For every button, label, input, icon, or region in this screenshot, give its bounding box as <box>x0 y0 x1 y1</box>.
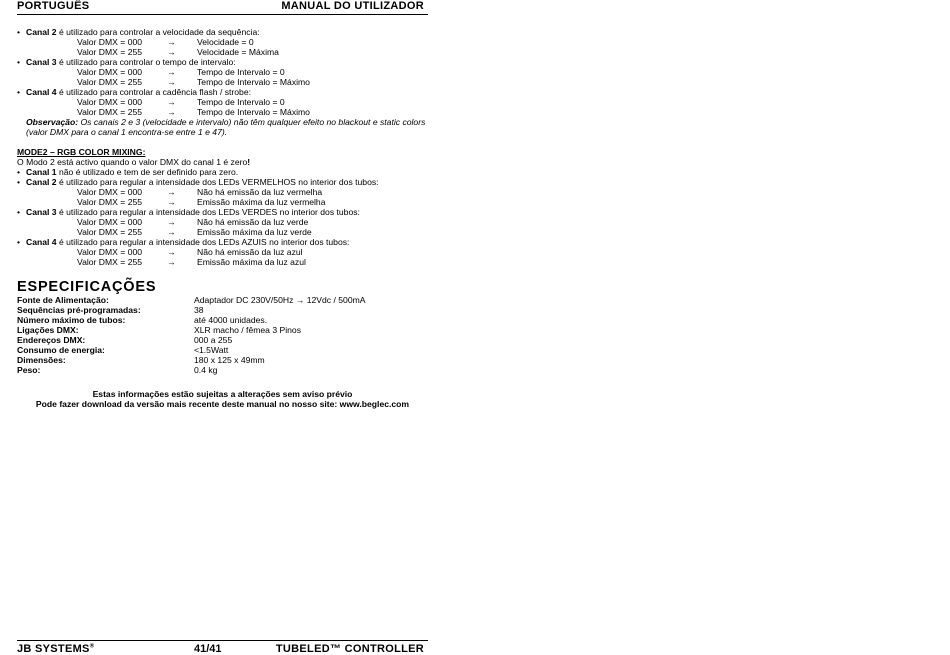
specifications-title: ESPECIFICAÇÕES <box>17 279 157 295</box>
mode2-channel-list <box>17 177 437 267</box>
dmx-effect: Tempo de Intervalo = Máximo <box>197 77 310 87</box>
observation-text: Os canais 2 e 3 (velocidade e intervalo) não têm qualquer efeito no blackout e static colors <box>78 117 426 127</box>
dmx-value: Valor DMX = 255 <box>77 107 143 117</box>
channel-text: é utilizado para controlar o tempo de intervalo: <box>56 57 236 67</box>
channel-text: é utilizado para regular a intensidade dos LEDs VERMELHOS no interior dos tubos: <box>56 177 379 187</box>
spec-row <box>17 305 437 315</box>
arrow-icon: → <box>167 247 176 257</box>
page-content <box>17 27 437 409</box>
spec-label: Endereços DMX: <box>17 335 86 345</box>
spec-value: <1.5Watt <box>194 345 229 355</box>
channel-label: Canal 3 <box>26 57 57 67</box>
spec-row <box>17 355 437 365</box>
mode2-intro <box>17 157 437 167</box>
dmx-value-row <box>17 37 437 47</box>
bullet: • <box>17 167 21 177</box>
dmx-value-row <box>17 257 437 267</box>
mode1-channel-list <box>17 27 437 117</box>
bullet: • <box>17 57 21 67</box>
bullet: • <box>17 177 21 187</box>
arrow-icon: → <box>167 257 176 267</box>
dmx-value-row <box>17 217 437 227</box>
arrow-icon: → <box>167 47 176 57</box>
dmx-value: Valor DMX = 000 <box>77 37 143 47</box>
spec-row <box>17 335 437 345</box>
channel-text: é utilizado para controlar a velocidade da sequência: <box>56 27 260 37</box>
spec-row <box>17 365 437 375</box>
dmx-effect: Emissão máxima da luz vermelha <box>197 197 326 207</box>
channel-line <box>17 177 437 187</box>
dmx-effect: Não há emissão da luz vermelha <box>197 187 323 197</box>
dmx-value: Valor DMX = 000 <box>77 217 143 227</box>
arrow-icon: → <box>167 97 176 107</box>
channel-text: não é utilizado e tem de ser definido para zero. <box>56 167 239 177</box>
mode2-title: MODE2 – RGB COLOR MIXING: <box>17 147 146 157</box>
dmx-value: Valor DMX = 255 <box>77 47 143 57</box>
dmx-value: Valor DMX = 000 <box>77 247 143 257</box>
channel-line <box>17 57 437 67</box>
channel-line <box>17 27 437 37</box>
arrow-icon: → <box>167 197 176 207</box>
bullet: • <box>17 87 21 97</box>
channel-line <box>17 87 437 97</box>
dmx-effect: Tempo de Intervalo = 0 <box>197 67 285 77</box>
dmx-value: Valor DMX = 255 <box>77 77 143 87</box>
spec-label: Peso: <box>17 365 41 375</box>
dmx-value: Valor DMX = 000 <box>77 187 143 197</box>
channel-label: Canal 3 <box>26 207 57 217</box>
spec-value: 0.4 kg <box>194 365 218 375</box>
spec-value: 000 a 255 <box>194 335 233 345</box>
dmx-value-row <box>17 247 437 257</box>
notice-line-1: Estas informações estão sujeitas a alterações sem aviso prévio <box>92 389 353 399</box>
header-language: PORTUGUÊS <box>17 0 90 12</box>
spec-label: Número máximo de tubos: <box>17 315 126 325</box>
dmx-value: Valor DMX = 255 <box>77 197 143 207</box>
spec-label: Ligações DMX: <box>17 325 79 335</box>
specifications-table <box>17 295 437 375</box>
dmx-effect: Não há emissão da luz azul <box>197 247 303 257</box>
spec-value: 180 x 125 x 49mm <box>194 355 265 365</box>
channel-label: Canal 2 <box>26 27 57 37</box>
spec-label: Sequências pré-programadas: <box>17 305 141 315</box>
dmx-effect: Não há emissão da luz verde <box>197 217 309 227</box>
footer-product: TUBELED™ CONTROLLER <box>275 643 424 655</box>
dmx-value-row <box>17 197 437 207</box>
channel-label: Canal 4 <box>26 237 57 247</box>
mode2-intro-end: ! <box>247 157 251 167</box>
dmx-effect: Emissão máxima da luz verde <box>197 227 312 237</box>
spec-value: 38 <box>194 305 204 315</box>
dmx-value: Valor DMX = 000 <box>77 67 143 77</box>
spec-value: XLR macho / fêmea 3 Pinos <box>194 325 301 335</box>
mode2-channel1-line <box>17 167 437 177</box>
bullet: • <box>17 207 21 217</box>
spec-label: Dimensões: <box>17 355 66 365</box>
arrow-icon: → <box>167 107 176 117</box>
dmx-value: Valor DMX = 255 <box>77 227 143 237</box>
dmx-value-row <box>17 77 437 87</box>
spec-row <box>17 315 437 325</box>
dmx-value-row <box>17 47 437 57</box>
dmx-effect: Velocidade = Máxima <box>197 47 279 57</box>
footer-brand <box>17 643 94 655</box>
page-footer <box>17 640 428 655</box>
spec-label: Fonte de Alimentação: <box>17 295 109 305</box>
dmx-effect: Emissão máxima da luz azul <box>197 257 306 267</box>
spec-row <box>17 345 437 355</box>
observation-line-2: (valor DMX para o canal 1 encontra-se entre 1 e 47). <box>26 127 228 137</box>
dmx-value-row <box>17 107 437 117</box>
arrow-icon: → <box>167 77 176 87</box>
dmx-effect: Tempo de Intervalo = Máximo <box>197 107 310 117</box>
spec-value: até 4000 unidades. <box>194 315 268 325</box>
channel-text: é utilizado para regular a intensidade dos LEDs VERDES no interior dos tubos: <box>56 207 360 217</box>
dmx-effect: Velocidade = 0 <box>197 37 254 47</box>
page-header <box>17 0 428 15</box>
spec-label: Consumo de energia: <box>17 345 105 355</box>
arrow-icon: → <box>167 37 176 47</box>
channel-label: Canal 2 <box>26 177 57 187</box>
channel-label: Canal 1 <box>26 167 57 177</box>
spec-row <box>17 325 437 335</box>
channel-text: é utilizado para regular a intensidade dos LEDs AZUIS no interior dos tubos: <box>56 237 350 247</box>
dmx-value-row <box>17 227 437 237</box>
arrow-icon: → <box>167 227 176 237</box>
footer-page-number: 41/41 <box>194 643 222 655</box>
channel-line <box>17 207 437 217</box>
bullet: • <box>17 27 21 37</box>
arrow-icon: → <box>167 67 176 77</box>
dmx-value-row <box>17 97 437 107</box>
channel-text: é utilizado para controlar a cadência flash / strobe: <box>56 87 252 97</box>
spec-row <box>17 295 437 305</box>
footer-registered-mark: ® <box>89 643 95 650</box>
mode2-intro-text: O Modo 2 está activo quando o valor DMX do canal 1 é zero <box>17 157 248 167</box>
bullet: • <box>17 237 21 247</box>
notice-line-2: Pode fazer download da versão mais recente deste manual no nosso site: www.beglec.com <box>35 399 410 409</box>
dmx-value-row <box>17 67 437 77</box>
observation-line-1 <box>17 117 437 127</box>
observation-label: Observação: <box>26 117 79 127</box>
dmx-effect: Tempo de Intervalo = 0 <box>197 97 285 107</box>
channel-line <box>17 237 437 247</box>
dmx-value: Valor DMX = 255 <box>77 257 143 267</box>
spec-value: Adaptador DC 230V/50Hz → 12Vdc / 500mA <box>194 295 366 305</box>
dmx-value-row <box>17 187 437 197</box>
header-manual-title: MANUAL DO UTILIZADOR <box>281 0 424 12</box>
footer-brand-text: JB SYSTEMS <box>17 643 90 655</box>
arrow-icon: → <box>167 217 176 227</box>
dmx-value: Valor DMX = 000 <box>77 97 143 107</box>
arrow-icon: → <box>167 187 176 197</box>
channel-label: Canal 4 <box>26 87 57 97</box>
